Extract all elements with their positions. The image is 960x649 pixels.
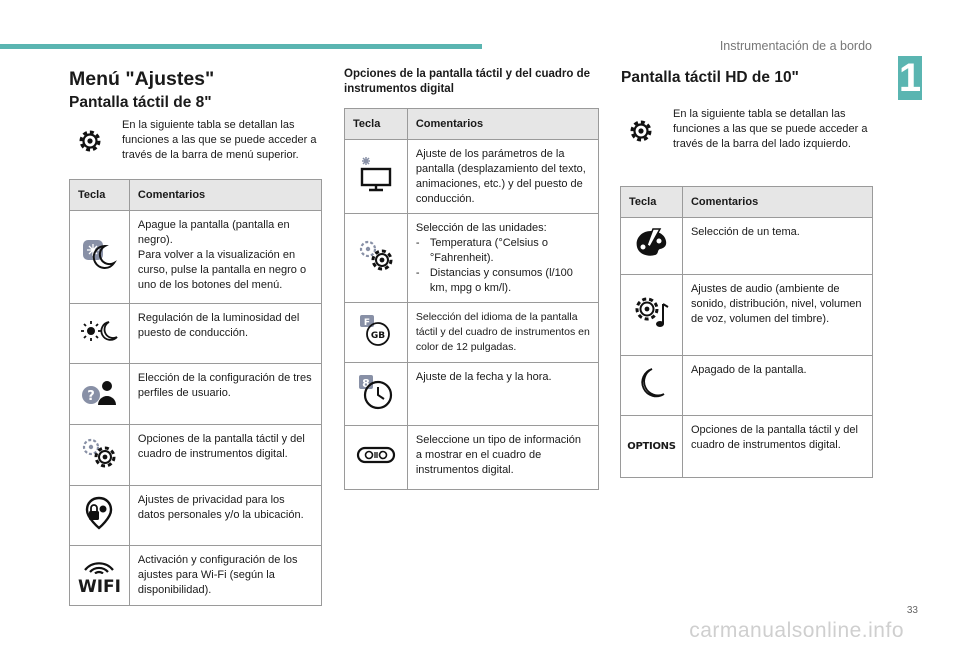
column-header-comments: Comentarios: [407, 109, 598, 140]
table-row: [70, 211, 322, 304]
wifi-label: WIFI: [77, 577, 121, 597]
row-description: Opciones de la pantalla táctil y del cuadro de instrumentos digital.: [682, 416, 872, 478]
table-row: [70, 486, 322, 546]
table-row: [621, 275, 873, 356]
page-title: Menú "Ajustes": [69, 68, 215, 90]
svg-text:?: ?: [87, 388, 96, 404]
row-description: Selección de un tema.: [682, 218, 872, 275]
row-description: Apagado de la pantalla.: [682, 356, 872, 416]
list-item: - Temperatura (°Celsius o °Fahrenheit).: [416, 236, 590, 266]
table-row: [345, 214, 599, 303]
watermark: carmanualsonline.info: [689, 619, 904, 642]
row-description: Ajuste de los parámetros de la pantalla (desplazamiento del texto, animaciones, etc.) y del puesto de conducción.: [407, 140, 598, 214]
list-item: - Distancias y consumos (l/100 km, mpg o km/l).: [416, 266, 590, 296]
header-accent-rule: [0, 44, 482, 49]
chapter-title: Instrumentación de a bordo: [719, 39, 872, 53]
table-row: [345, 140, 599, 214]
row-description: Activación y configuración de los ajustes para Wi-Fi (según la disponibilidad).: [129, 546, 321, 606]
row-description: Apague la pantalla (pantalla en negro). Para volver a la visualización en curso, pulse la pantalla en negro o uno de los botones del menú.: [129, 211, 321, 304]
row-description: Ajustes de privacidad para los datos personales y/o la ubicación.: [129, 486, 321, 546]
options-label: OPTIONS: [627, 441, 676, 452]
wifi-icon: [70, 546, 130, 606]
row-description: Opciones de la pantalla táctil y del cuadro de instrumentos digital.: [129, 425, 321, 486]
table-row: [345, 426, 599, 490]
settings-table-10-inch: [620, 186, 873, 478]
table-row: [345, 303, 599, 363]
language-to-label: GB: [370, 331, 386, 341]
settings-gear-icon: [75, 126, 105, 161]
privacy-lock-icon: [70, 486, 130, 546]
theme-palette-icon: [621, 218, 683, 275]
intro-text-8-inch: En la siguiente tabla se detallan las funciones a las que se puede acceder a través de la barra de menú superior.: [122, 119, 317, 161]
page-number: 33: [906, 605, 918, 616]
column-header-key: Tecla: [70, 180, 130, 211]
table-row: [70, 364, 322, 425]
settings-table-8-inch: [69, 179, 322, 606]
row-description: Ajustes de audio (ambiente de sonido, distribución, nivel, volumen de voz, volumen del timbre).: [682, 275, 872, 356]
screen-off-moon-icon: [70, 211, 130, 304]
row-description: Elección de la configuración de tres perfiles de usuario.: [129, 364, 321, 425]
section-title-8-inch: Pantalla táctil de 8": [69, 94, 212, 111]
table-row: [621, 356, 873, 416]
section-title-options: Opciones de la pantalla táctil y del cuadro de instrumentos digital: [344, 68, 591, 95]
audio-settings-icon: [621, 275, 683, 356]
brightness-icon: [70, 304, 130, 364]
table-row: [70, 304, 322, 364]
units-intro: Selección de las unidades:: [415, 222, 547, 234]
row-description: Seleccione un tipo de información a mostrar en el cuadro de instrumentos digital.: [407, 426, 598, 490]
row-description-units: [407, 214, 598, 303]
cluster-display-icon: [345, 426, 408, 490]
date-time-icon: [345, 363, 408, 426]
language-from-label: F: [363, 318, 370, 328]
column-header-comments: Comentarios: [129, 180, 321, 211]
table-row: [345, 363, 599, 426]
double-gear-icon: [70, 425, 130, 486]
table-row: [70, 546, 322, 606]
language-icon: [345, 303, 408, 363]
intro-text-10-inch: En la siguiente tabla se detallan las funciones a las que se puede acceder a través de la barra del lado izquierdo.: [673, 108, 868, 150]
options-icon: [621, 416, 683, 478]
row-description: Regulación de la luminosidad del puesto de conducción.: [129, 304, 321, 364]
table-row: [70, 425, 322, 486]
column-header-key: Tecla: [621, 187, 683, 218]
user-profile-icon: [70, 364, 130, 425]
date-label: 8: [362, 376, 370, 390]
chapter-number-badge: 1: [898, 56, 922, 100]
row-description: Selección del idioma de la pantalla táctil y del cuadro de instrumentos en color de 12 pulgadas.: [407, 303, 598, 363]
options-table: [344, 108, 599, 490]
column-header-comments: Comentarios: [682, 187, 872, 218]
column-header-key: Tecla: [345, 109, 408, 140]
screen-off-moon-icon: [621, 356, 683, 416]
row-description: Ajuste de la fecha y la hora.: [407, 363, 598, 426]
units-gear-icon: [345, 214, 408, 303]
settings-gear-icon: [626, 116, 656, 151]
section-title-10-inch: Pantalla táctil HD de 10": [621, 69, 799, 86]
table-row: [621, 218, 873, 275]
display-settings-icon: [345, 140, 408, 214]
table-row: [621, 416, 873, 478]
units-list: [416, 236, 590, 296]
